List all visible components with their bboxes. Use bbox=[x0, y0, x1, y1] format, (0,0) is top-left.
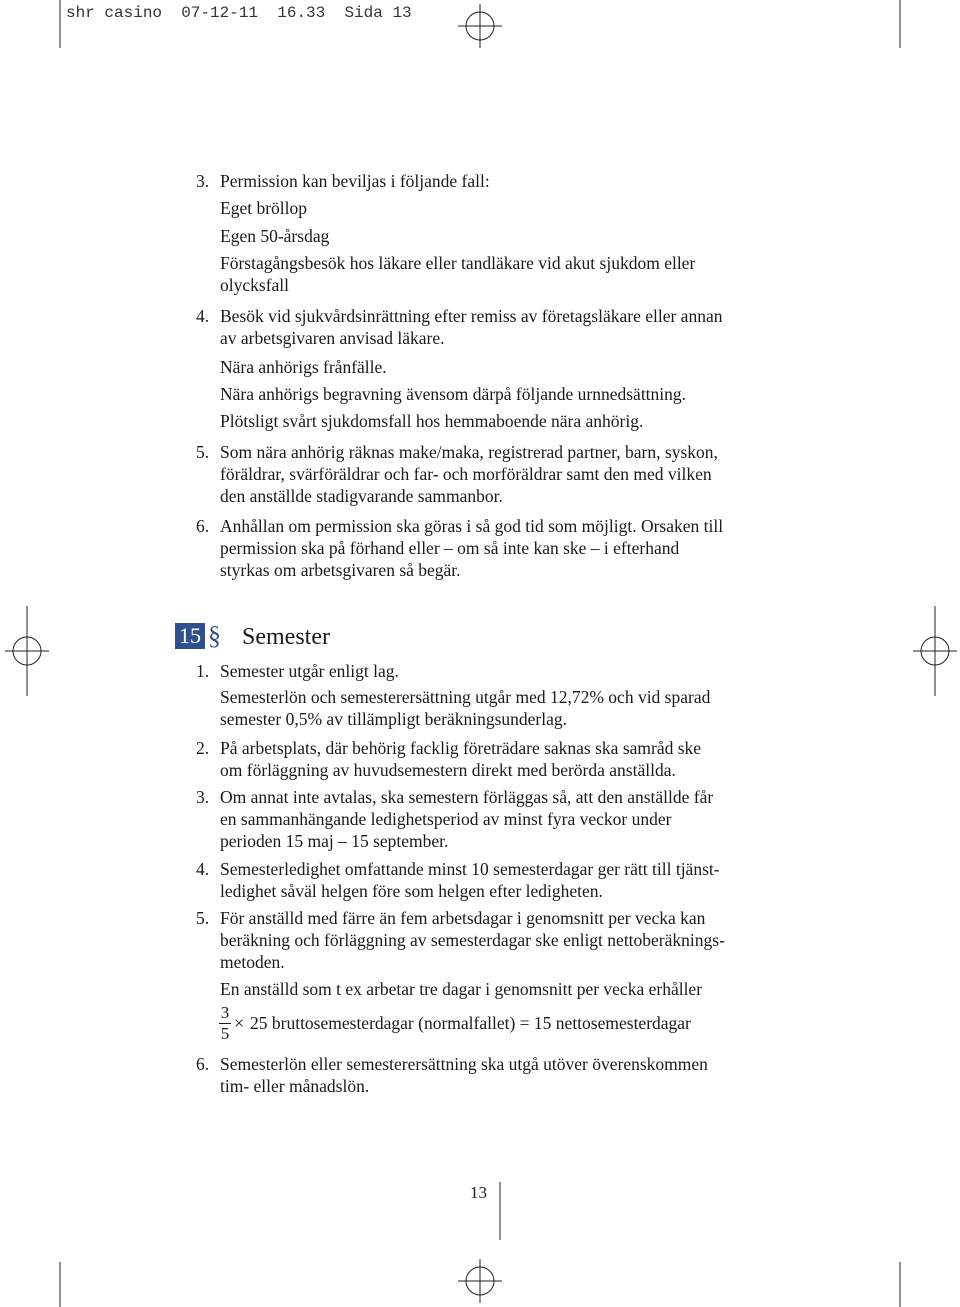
list-item-number: 5. bbox=[196, 908, 210, 928]
list-item-number: 6. bbox=[196, 1054, 210, 1074]
list-item-line: Förstagångsbesök hos läkare eller tandläkare vid akut sjukdom eller bbox=[220, 253, 696, 273]
list-item-line: olycksfall bbox=[220, 275, 290, 295]
list-item-line: permission ska på förhand eller – om så inte kan ske – i efterhand bbox=[220, 538, 680, 558]
list-item-line: Om annat inte avtalas, ska semestern förläggas så, att den anställde får bbox=[220, 787, 714, 807]
multiply-sign: × bbox=[234, 1013, 245, 1033]
list-item-number: 3. bbox=[196, 787, 210, 807]
list-item-line: den anställde stadigvarande sammanbor. bbox=[220, 486, 503, 506]
print-slug: shr casino 07-12-11 16.33 Sida 13 bbox=[66, 4, 412, 22]
list-item-line: Permission kan beviljas i följande fall: bbox=[220, 171, 490, 191]
fraction-numerator: 3 bbox=[220, 1003, 230, 1022]
list-item-line: Egen 50-årsdag bbox=[220, 226, 330, 246]
registration-mark-top bbox=[458, 4, 502, 48]
list-item-line: metoden. bbox=[220, 952, 285, 972]
list-item-line: Plötsligt svårt sjukdomsfall hos hemmaboende nära anhörig. bbox=[220, 411, 644, 431]
registration-mark-left bbox=[5, 606, 49, 696]
list-item-line: beräkning och förläggning av semesterdagar ske enligt nettoberäknings- bbox=[220, 930, 725, 950]
fraction bbox=[218, 1003, 232, 1044]
list-item-number: 6. bbox=[196, 516, 210, 536]
registration-mark-bottom bbox=[458, 1259, 502, 1303]
list-item-number: 3. bbox=[196, 171, 210, 191]
page-number: 13 bbox=[470, 1183, 487, 1202]
list-item-number: 5. bbox=[196, 442, 210, 462]
list-item-line: en sammanhängande ledighetsperiod av minst fyra veckor under bbox=[220, 809, 672, 829]
list-item-line: Anhållan om permission ska göras i så god tid som möjligt. Orsaken till bbox=[220, 516, 724, 536]
list-item-line: om förläggning av huvudsemestern direkt med berörda anställda. bbox=[220, 760, 676, 780]
formula-text: 25 bruttosemesterdagar (normalfallet) = 15 nettosemesterdagar bbox=[250, 1013, 691, 1033]
list-item-line: Nära anhörigs frånfälle. bbox=[220, 357, 387, 377]
list-item-number: 1. bbox=[196, 661, 210, 681]
list-item-number: 4. bbox=[196, 306, 210, 326]
list-item-line: Semesterledighet omfattande minst 10 semesterdagar ger rätt till tjänst- bbox=[220, 859, 720, 879]
list-item-number: 2. bbox=[196, 738, 210, 758]
section-title: Semester bbox=[242, 624, 330, 650]
list-item-line: semester 0,5% av tillämpligt beräkningsunderlag. bbox=[220, 709, 567, 729]
list-item-line: tim- eller månadslön. bbox=[220, 1076, 370, 1096]
fraction-denominator: 5 bbox=[220, 1024, 230, 1043]
list-item-line: För anställd med färre än fem arbetsdagar i genomsnitt per vecka kan bbox=[220, 908, 706, 928]
list-item-line: Semesterlön eller semesterersättning ska utgå utöver överenskommen bbox=[220, 1054, 708, 1074]
list-item-line: Eget bröllop bbox=[220, 198, 307, 218]
section-symbol: § bbox=[208, 621, 221, 650]
section-number-badge: 15 bbox=[175, 623, 205, 649]
list-item-line: Nära anhörigs begravning ävensom därpå följande urnnedsättning. bbox=[220, 384, 687, 404]
list-item-line: På arbetsplats, där behörig facklig företrädare saknas ska samråd ske bbox=[220, 738, 702, 758]
list-item-line: Som nära anhörig räknas make/maka, registrerad partner, barn, syskon, bbox=[220, 442, 718, 462]
list-item-line: perioden 15 maj – 15 september. bbox=[220, 831, 449, 851]
list-item-line: Semester utgår enligt lag. bbox=[220, 661, 399, 681]
list-item-number: 4. bbox=[196, 859, 210, 879]
list-item-line: föräldrar, svärföräldrar och far- och morföräldrar samt den med vilken bbox=[220, 464, 712, 484]
registration-mark-right bbox=[913, 606, 957, 696]
list-item-line: Semesterlön och semesterersättning utgår med 12,72% och vid sparad bbox=[220, 687, 711, 707]
list-item-line: Besök vid sjukvårdsinrättning efter remiss av företagsläkare eller annan bbox=[220, 306, 723, 326]
list-item-line: ledighet såväl helgen före som helgen efter ledigheten. bbox=[220, 881, 603, 901]
list-item-line: styrkas om arbetsgivaren så begär. bbox=[220, 560, 461, 580]
list-item-line: En anställd som t ex arbetar tre dagar i genomsnitt per vecka erhåller bbox=[220, 979, 703, 999]
list-item-line: av arbetsgivaren anvisad läkare. bbox=[220, 328, 445, 348]
